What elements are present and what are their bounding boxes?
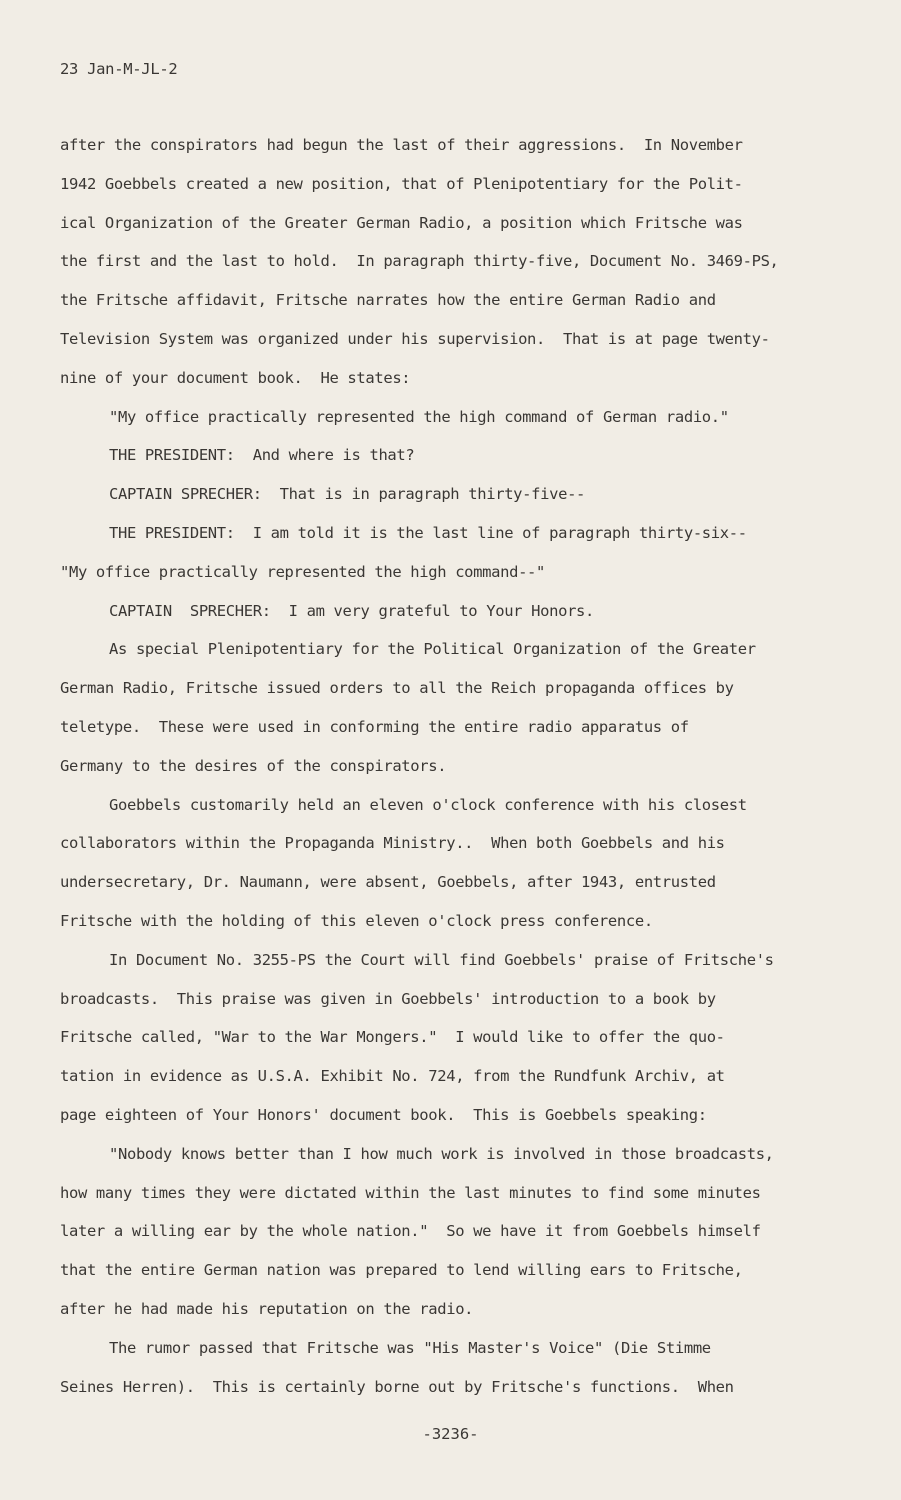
text-line: "My office practically represented the high command--" — [60, 562, 546, 581]
text-line: In Document No. 3255-PS the Court will find Goebbels' praise of Fritsche's — [109, 950, 774, 969]
text-line: broadcasts. This praise was given in Goebbels' introduction to a book by — [60, 989, 716, 1008]
text-line: Fritsche called, "War to the War Mongers." I would like to offer the quo- — [60, 1028, 725, 1047]
transcript-body — [60, 131, 860, 1411]
text-line: CAPTAIN SPRECHER: That is in paragraph thirty-five-- — [109, 485, 586, 504]
text-line: CAPTAIN SPRECHER: I am very grateful to Your Honors. — [109, 601, 595, 620]
text-line: page eighteen of Your Honors' document book. This is Goebbels speaking: — [60, 1105, 707, 1124]
text-line: The rumor passed that Fritsche was "His Master's Voice" (Die Stimme — [109, 1338, 711, 1357]
page-number: -3236- — [422, 1425, 479, 1443]
text-line: teletype. These were used in conforming the entire radio apparatus of — [60, 717, 689, 736]
text-line: THE PRESIDENT: I am told it is the last line of paragraph thirty-six-- — [109, 523, 747, 542]
text-line: ical Organization of the Greater German Radio, a position which Fritsche was — [60, 213, 743, 232]
text-line: the first and the last to hold. In paragraph thirty-five, Document No. 3469-PS, — [60, 252, 779, 271]
text-line: tation in evidence as U.S.A. Exhibit No. 724, from the Rundfunk Archiv, at — [60, 1067, 725, 1086]
page-reference: 23 Jan-M-JL-2 — [60, 60, 178, 78]
text-line: undersecretary, Dr. Naumann, were absent, Goebbels, after 1943, entrusted — [60, 873, 716, 892]
text-line: after he had made his reputation on the radio. — [60, 1299, 474, 1318]
text-line: that the entire German nation was prepared to lend willing ears to Fritsche, — [60, 1261, 743, 1280]
text-line: "Nobody knows better than I how much work is involved in those broadcasts, — [109, 1144, 774, 1163]
text-line: Germany to the desires of the conspirators. — [60, 756, 447, 775]
text-line: how many times they were dictated within the last minutes to find some minutes — [60, 1183, 761, 1202]
text-line: after the conspirators had begun the last of their aggressions. In November — [60, 136, 743, 154]
text-line: THE PRESIDENT: And where is that? — [109, 446, 415, 465]
text-line: nine of your document book. He states: — [60, 368, 411, 387]
text-line: Seines Herren). This is certainly borne out by Fritsche's functions. When — [60, 1377, 734, 1396]
text-line: Television System was organized under his supervision. That is at page twenty- — [60, 329, 770, 348]
text-line: 1942 Goebbels created a new position, that of Plenipotentiary for the Polit- — [60, 174, 743, 193]
text-line: collaborators within the Propaganda Ministry.. When both Goebbels and his — [60, 834, 725, 853]
text-line: Goebbels customarily held an eleven o'clock conference with his closest — [109, 795, 747, 814]
text-line: Fritsche with the holding of this eleven o'clock press conference. — [60, 911, 653, 930]
text-line: German Radio, Fritsche issued orders to all the Reich propaganda offices by — [60, 679, 734, 698]
text-line: As special Plenipotentiary for the Political Organization of the Greater — [109, 640, 756, 659]
text-line: the Fritsche affidavit, Fritsche narrates how the entire German Radio and — [60, 291, 716, 310]
text-line: later a willing ear by the whole nation." So we have it from Goebbels himself — [60, 1222, 761, 1241]
text-line: "My office practically represented the high command of German radio." — [109, 407, 729, 426]
